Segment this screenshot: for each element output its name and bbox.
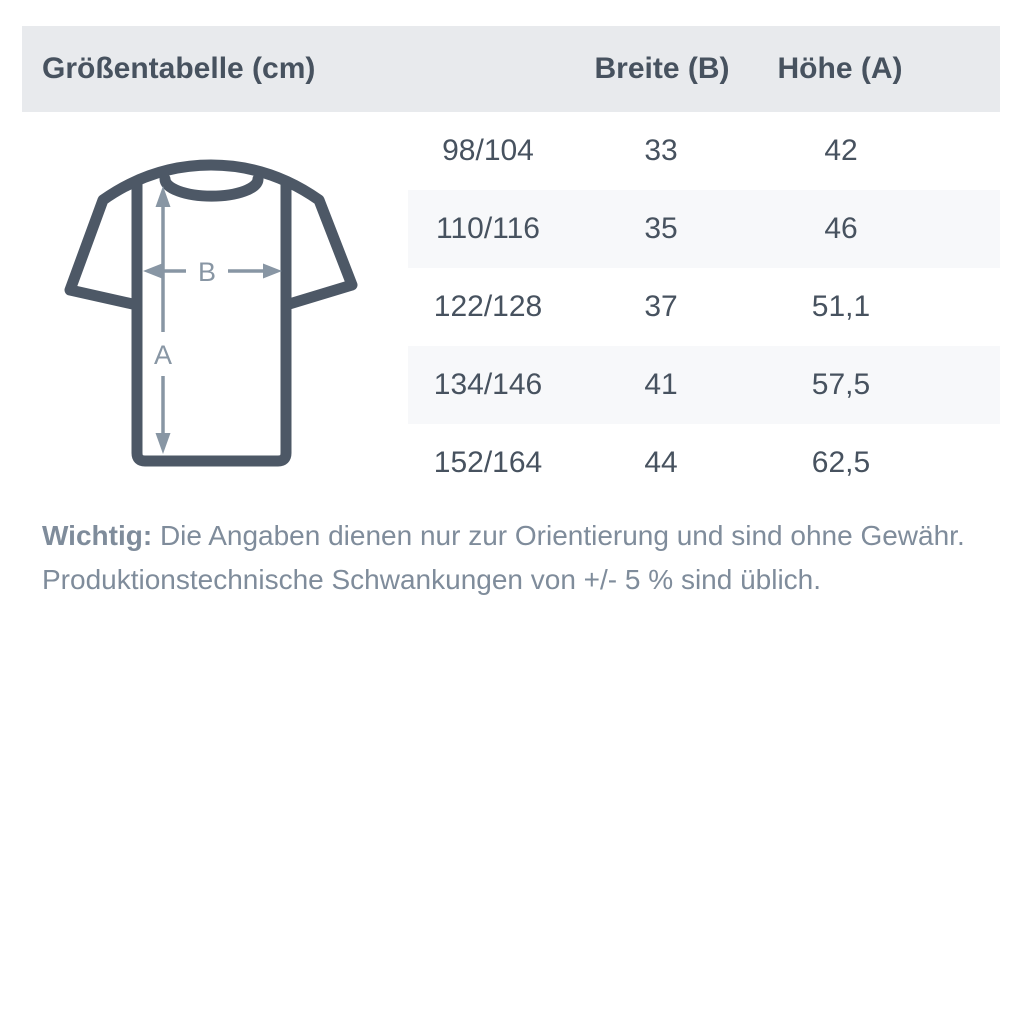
hoehe-cell: 42 <box>824 134 858 167</box>
hoehe-cell: 57,5 <box>811 368 871 401</box>
size-cell: 134/146 <box>433 368 543 401</box>
table-row <box>408 346 1000 424</box>
width-arrow-label: B <box>197 257 217 287</box>
table-row <box>408 190 1000 268</box>
tshirt-outline <box>70 165 352 461</box>
breite-cell: 35 <box>644 212 678 245</box>
hoehe-cell: 62,5 <box>811 446 871 479</box>
column-header-breite: Breite (B) <box>594 52 730 85</box>
breite-cell: 33 <box>644 134 678 167</box>
breite-cell: 44 <box>644 446 678 479</box>
table-row <box>408 268 1000 346</box>
disclaimer-line-1-text: Die Angaben dienen nur zur Orientierung und sind ohne Gewähr. <box>152 520 965 551</box>
tshirt-measurement-diagram <box>55 156 365 481</box>
table-row <box>408 424 1000 502</box>
disclaimer-line-1 <box>42 514 982 558</box>
table-title: Größentabelle (cm) <box>42 52 316 85</box>
size-cell: 98/104 <box>442 134 534 167</box>
disclaimer-note <box>42 514 982 602</box>
breite-cell: 37 <box>644 290 678 323</box>
disclaimer-line-2: Produktionstechnische Schwankungen von +/- 5 % sind üblich. <box>42 564 822 595</box>
size-cell: 122/128 <box>433 290 543 323</box>
disclaimer-important-label: Wichtig: <box>42 520 153 551</box>
column-header-hoehe: Höhe (A) <box>777 52 903 85</box>
table-header-band <box>22 26 1000 112</box>
size-cell: 110/116 <box>436 212 540 245</box>
hoehe-cell: 51,1 <box>811 290 871 323</box>
size-cell: 152/164 <box>433 446 543 479</box>
height-arrow-label: A <box>153 340 173 370</box>
breite-cell: 41 <box>644 368 678 401</box>
hoehe-cell: 46 <box>824 212 858 245</box>
table-row <box>408 112 1000 190</box>
